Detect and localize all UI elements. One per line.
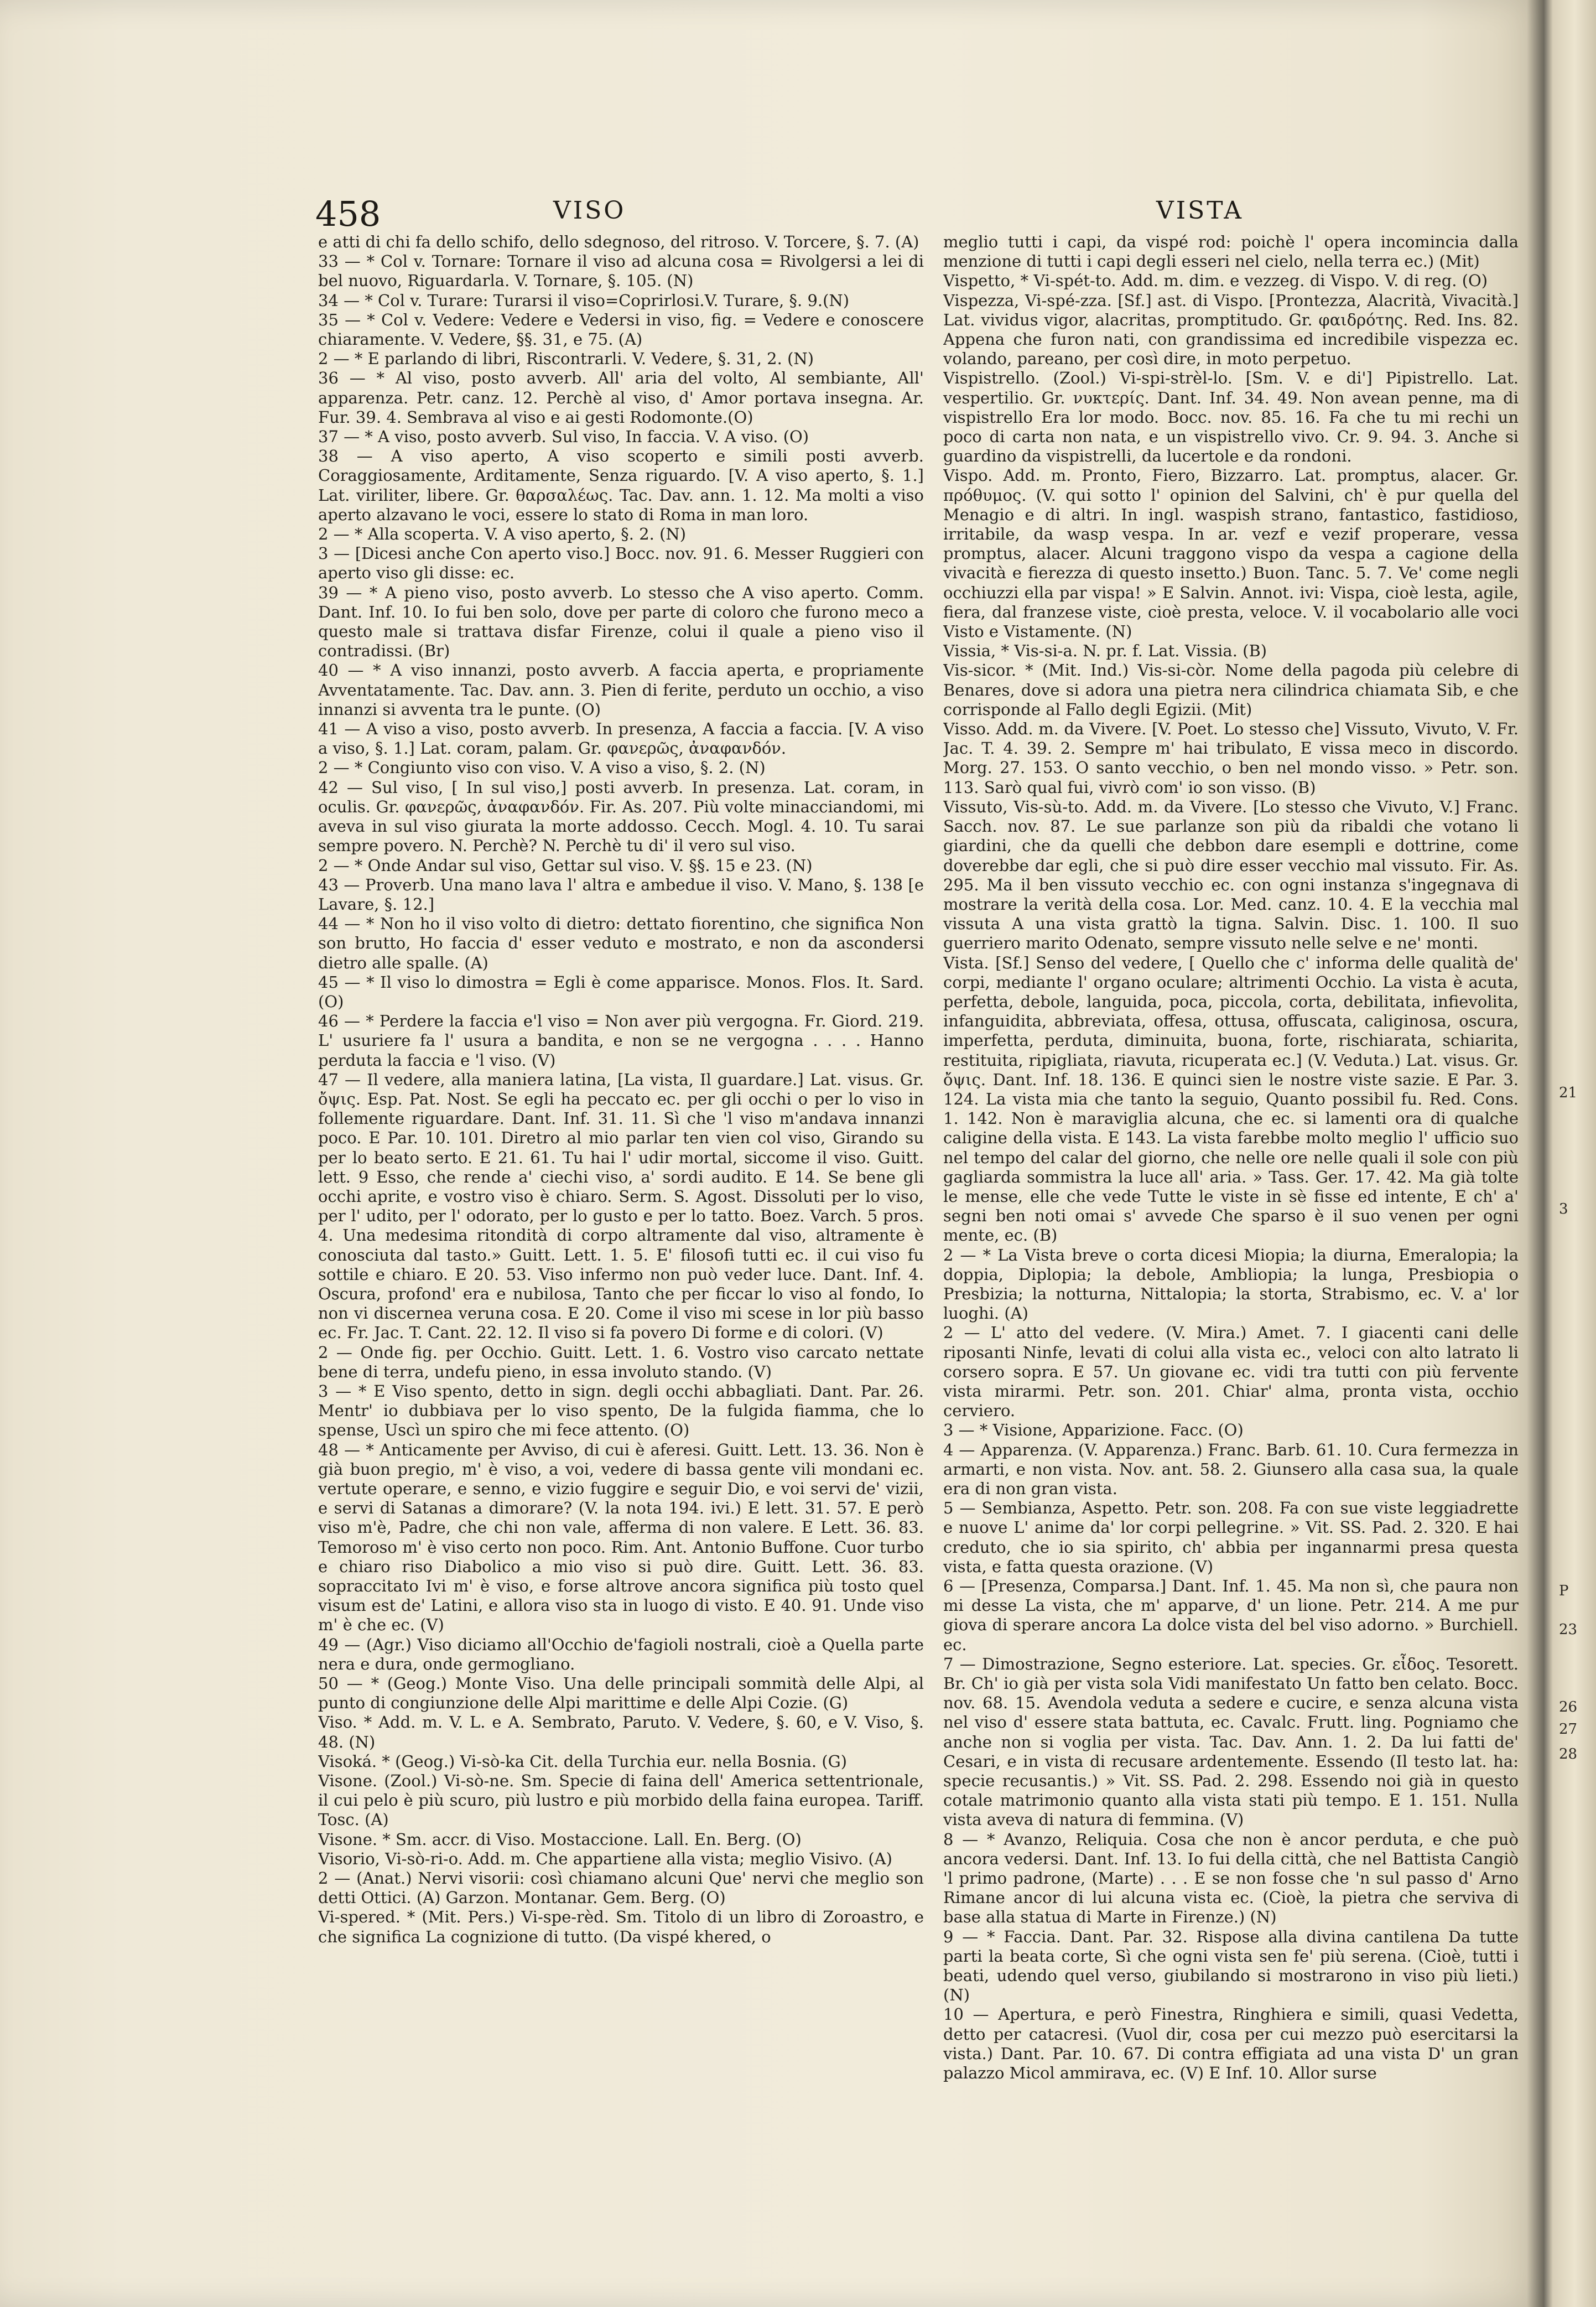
dictionary-entry: 50 — * (Geog.) Monte Viso. Una delle principali sommità delle Alpi, al punto di congiunzione delle Alpi marittime e delle Alpi Cozie. (G) xyxy=(318,1674,924,1713)
margin-fragment: 21 xyxy=(1559,1085,1578,1101)
dictionary-entry: Vissia, * Vis-si-a. N. pr. f. Lat. Vissia. (B) xyxy=(943,641,1267,661)
dictionary-entry: meglio tutti i capi, da vispé rod: poichè l' opera incomincia dalla menzione di tutti i capi degli esseri nel cielo, nella terra ec.) (Mit) xyxy=(943,232,1519,271)
dictionary-entry: 47 — Il vedere, alla maniera latina, [La vista, Il guardare.] Lat. visus. Gr. ὄψις. Esp. Pat. Nost. Se egli ha peccato ec. per gli occhi o per lo viso in follemente riguardare. Dant. Inf. 31. 11. Sì che 'l viso m'andava innanzi poco. E Par. 10. 101. Diretro al mio parlar ten vien col viso, Girando su per lo beato serto. E 21. 61. Tu hai l' udir mortal, siccome il viso. Guitt. lett. 9 Esso, che rende a' ciechi viso, a' sordi audito. E 14. Se bene gli occhi aprite, e vostro viso è chiaro. Serm. S. Agost. Dissoluti per lo viso, per l' udito, per l' odorato, per lo gusto e per lo tatto. Boez. Varch. 5 pros. 4. Una medesima ritondità di corpo altramente dal viso, altramente è conosciuta dal tasto.» Guitt. Lett. 1. 5. E' filosofi tutti ec. il cui viso fu sottile e chiaro. E 20. 53. Viso infermo non può veder luce. Dant. Inf. 4. Oscura, profond' era e nubilosa, Tanto che per ficcar lo viso al fondo, Io non vi discernea veruna cosa. E 20. Come il viso mi scese in lor più basso ec. Fr. Jac. T. Cant. 22. 12. Il viso si fa povero Di forme e di colori. (V) xyxy=(318,1070,924,1342)
margin-fragment: 23 xyxy=(1559,1621,1578,1638)
dictionary-entry: Vista. [Sf.] Senso del vedere, [ Quello che c' informa delle qualità de' corpi, mediante l' organo oculare; altrimenti Occhio. La vista è acuta, perfetta, debole, languida, poca, piccola, corta, debilitata, infievolita, infanguidita, abbreviata, offesa, ottusa, offuscata, caliginosa, oscura, imperfetta, perduta, diminuita, buona, forte, rischiarata, schiarita, restituita, ripigliata, riavuta, ricuperata ec.] (V. Veduta.) Lat. visus. Gr. ὄψις. Dant. Inf. 18. 136. E quinci sien le nostre viste sazie. E Par. 3. 124. La vista mia che tanto la seguio, Quanto possibil fu. Red. Cons. 1. 142. Non è maraviglia alcuna, che ec. si lamenti ora di qualche caligine della vista. E 143. La vista farebbe molto meglio l' ufficio suo nel tempo del calar del giorno, che nelle ore nelle quali il sole con più gagliarda sommistra la luce all' aria. » Tass. Ger. 17. 42. Ma già tolte le mense, elle che vede Tutte le viste in sè fisse ed intente, E ch' a' segni ben noti omai s' avvede Che sparso è il suo venen per ogni mente, ec. (B) xyxy=(943,953,1519,1245)
dictionary-entry: 49 — (Agr.) Viso diciamo all'Occhio de'fagioli nostrali, cioè a Quella parte nera e dura, onde germogliano. xyxy=(318,1635,924,1673)
margin-fragment: 26 xyxy=(1559,1699,1578,1715)
dictionary-entry: 36 — * Al viso, posto avverb. All' aria del volto, Al sembiante, All' apparenza. Petr. canz. 12. Perchè al viso, d' Amor portava insegna. Ar. Fur. 39. 4. Sembrava al viso e ai gesti Rodomonte.(O) xyxy=(318,369,924,427)
dictionary-entry: 37 — * A viso, posto avverb. Sul viso, In faccia. V. A viso. (O) xyxy=(318,427,809,447)
dictionary-entry: 35 — * Col v. Vedere: Vedere e Vedersi in viso, fig. = Vedere e conoscere chiaramente. V. Vedere, §§. 31, e 75. (A) xyxy=(318,310,924,349)
dictionary-entry: 8 — * Avanzo, Reliquia. Cosa che non è ancor perduta, e che può ancora vedersi. Dant. Inf. 13. Io fui della città, che nel Battista Cangiò 'l primo padrone, (Marte) . . . E se non fosse che 'n sul passo d' Arno Rimane ancor di lui alcuna vista ec. (Cioè, la pietra che serviva di base alla statua di Marte in Firenze.) (N) xyxy=(943,1829,1519,1927)
dictionary-entry: 41 — A viso a viso, posto avverb. In presenza, A faccia a faccia. [V. A viso a viso, §. 1.] Lat. coram, palam. Gr. φανερῶς, ἀναφανδόν. xyxy=(318,719,924,758)
dictionary-entry: 2 — * Alla scoperta. V. A viso aperto, §. 2. (N) xyxy=(318,525,687,544)
dictionary-entry: 2 — * Onde Andar sul viso, Gettar sul viso. V. §§. 15 e 23. (N) xyxy=(318,856,813,875)
dictionary-entry: 7 — Dimostrazione, Segno esteriore. Lat. species. Gr. εἶδος. Tesorett. Br. Ch' io già per vista sola Vidi manifestato Un fatto ben celato. Bocc. nov. 68. 15. Avendola veduta a sedere e cucire, e senza alcuna vista nel viso d' essere stata battuta, ec. Cavalc. Frutt. ling. Pogniamo che anche non si voglia per vista. Tac. Dav. Ann. 1. 2. Da lui fatti de' Cesari, e in vista di recusare ardentemente. Essendo (Il testo lat. ha: specie recusantis.) » Vit. SS. Pad. 2. 298. Essendo noi già in questo cotale matrimonio quanto alla vista stati più tempo. E 1. 151. Nulla vista aveva di natura di femmina. (V) xyxy=(943,1654,1519,1829)
header-right-word: VISTA xyxy=(1156,196,1244,225)
dictionary-entry: 38 — A viso aperto, A viso scoperto e simili posti avverb. Coraggiosamente, Arditamente, Senza riguardo. [V. A viso aperto, §. 1.] Lat. viriliter, libere. Gr. θαρσαλέως. Tac. Dav. ann. 1. 12. Ma molti a viso aperto alzavano le voci, essere lo stato di Roma in man loro. xyxy=(318,447,924,524)
dictionary-entry: Vispistrello. (Zool.) Vi-spi-strèl-lo. [Sm. V. e di'] Pipistrello. Lat. vespertilio. Gr. νυκτερίς. Dant. Inf. 34. 49. Non avean penne, ma di vispistrello Era lor modo. Bocc. nov. 85. 16. Fa che tu mi rechi un poco di carta non nata, e un vispistrello vivo. Cr. 9. 94. 3. Anche si guardino da vispistrelli, da lucertole e da rondoni. xyxy=(943,369,1519,466)
dictionary-entry: Visso. Add. m. da Vivere. [V. Poet. Lo stesso che] Vissuto, Vivuto, V. Fr. Jac. T. 4. 39. 2. Sempre m' hai tribulato, E vissa meco in discordo. Morg. 27. 153. O santo vecchio, o ben nel mondo visso. » Petr. son. 113. Sarò qual fui, vivrò com' io son visso. (B) xyxy=(943,719,1519,797)
dictionary-entry: e atti di chi fa dello schifo, dello sdegnoso, del ritroso. V. Torcere, §. 7. (A) xyxy=(318,232,919,251)
dictionary-entry: Vispetto, * Vi-spét-to. Add. m. dim. e vezzeg. di Vispo. V. di reg. (O) xyxy=(943,271,1488,291)
dictionary-entry: 2 — (Anat.) Nervi visorii: così chiamano alcuni Que' nervi che meglio son detti Ottici. (A) Garzon. Montanar. Gem. Berg. (O) xyxy=(318,1869,924,1907)
dictionary-entry: 48 — * Anticamente per Avviso, di cui è aferesi. Guitt. Lett. 13. 36. Non è già buon pregio, m' è viso, a voi, vedere di bassa gente vili mondani ec. vertute operare, e senno, e vizio fuggire e seguir Dio, e voi servi de' vizii, e servi di Satanas a dimorare? (V. la nota 194. ivi.) E lett. 31. 57. E però viso m'è, Padre, che chi non vale, afferma di non valere. E Lett. 36. 83. Temoroso m' è viso certo non poco. Rim. Ant. Antonio Buffone. Cuor turbo e chiaro riso Diabolico a mio viso si può dire. Guitt. Lett. 36. 83. sopraccitato Ivi m' è viso, e forse altrove ancora significa più tosto quel visum est de' Latini, e allora viso sta in luogo di visto. E 40. 91. Unde viso m' è che ec. (V) xyxy=(318,1440,924,1635)
dictionary-entry: 3 — * Visione, Apparizione. Facc. (O) xyxy=(943,1421,1244,1440)
dictionary-entry: Vi-spered. * (Mit. Pers.) Vi-spe-rèd. Sm. Titolo di un libro di Zoroastro, e che significa La cognizione di tutto. (Da vispé khered, o xyxy=(318,1907,924,1946)
dictionary-entry: 44 — * Non ho il viso volto di dietro: dettato fiorentino, che significa Non son brutto, Ho faccia d' esser veduto e mostrato, e non da ascondersi dietro alle spalle. (A) xyxy=(318,914,924,972)
dictionary-entry: 4 — Apparenza. (V. Apparenza.) Franc. Barb. 61. 10. Cura fermezza in armarti, e non vista. Nov. ant. 58. 2. Giunsero alla casa sua, la quale era di non gran vista. xyxy=(943,1440,1519,1498)
dictionary-entry: 45 — * Il viso lo dimostra = Egli è come apparisce. Monos. Flos. It. Sard. (O) xyxy=(318,972,924,1011)
dictionary-entry: 6 — [Presenza, Comparsa.] Dant. Inf. 1. 45. Ma non sì, che paura non mi desse La vista, che m' apparve, d' un lione. Petr. 214. A me pur giova di sperare ancora La dolce vista del bel viso adorno. » Burchiell. ec. xyxy=(943,1577,1519,1654)
right-column xyxy=(943,232,1519,2280)
dictionary-entry: 42 — Sul viso, [ In sul viso,] posti avverb. In presenza. Lat. coram, in oculis. Gr. φανερῶς, ἀναφανδόν. Fir. As. 207. Più volte minacciandomi, mi aveva in sul viso giurata la morte addosso. Cecch. Mogl. 4. 10. Tu sarai sempre povero. N. Perchè? N. Perchè tu di' il vero sul viso. xyxy=(318,777,924,856)
dictionary-entry: Visorio, Vi-sò-ri-o. Add. m. Che appartiene alla vista; meglio Visivo. (A) xyxy=(318,1849,892,1868)
dictionary-entry: 2 — Onde fig. per Occhio. Guitt. Lett. 1. 6. Vostro viso carcato nettate bene di terra, undefu pieno, in essa involuto stando. (V) xyxy=(318,1342,924,1381)
dictionary-entry: 40 — * A viso innanzi, posto avverb. A faccia aperta, e propriamente Avventatamente. Tac. Dav. ann. 3. Pien di ferite, perduto un occhio, a viso innanzi si avventa tra le punte. (O) xyxy=(318,661,924,719)
dictionary-entry: 3 — * E Viso spento, detto in sign. degli occhi abbagliati. Dant. Par. 26. Mentr' io dubbiava per lo viso spento, De la fulgida fiamma, che lo spense, Uscì un spiro che mi fece attento. (O) xyxy=(318,1381,924,1440)
dictionary-entry: 39 — * A pieno viso, posto avverb. Lo stesso che A viso aperto. Comm. Dant. Inf. 10. Io fui ben solo, dove per parte di coloro che furono meco a questo male si trattava disfar Firenze, colui il quale a pieno viso il contradissi. (Br) xyxy=(318,583,924,661)
dictionary-entry: Visoká. * (Geog.) Vi-sò-ka Cit. della Turchia eur. nella Bosnia. (G) xyxy=(318,1751,848,1771)
dictionary-entry: Vispezza, Vi-spé-zza. [Sf.] ast. di Vispo. [Prontezza, Alacrità, Vivacità.] Lat. vividus vigor, alacritas, promptitudo. Gr. φαιδρότης. Red. Ins. 82. Appena che furon nati, con grandissima ed incredibile vispezza ec. volando, pareano, per così dire, in moto perpetuo. xyxy=(943,291,1519,369)
dictionary-entry: 33 — * Col v. Tornare: Tornare il viso ad alcuna cosa = Rivolgersi a lei di bel nuovo, Riguardarla. V. Tornare, §. 105. (N) xyxy=(318,252,924,291)
dictionary-entry: 2 — * La Vista breve o corta dicesi Miopia; la diurna, Emeralopia; la doppia, Diplopia; la debole, Ambliopia; la lunga, Presbiopia o Presbizia; la notturna, Nittalopia; la storta, Strabismo, ec. V. a' lor luoghi. (A) xyxy=(943,1245,1519,1323)
dictionary-entry: Viso. * Add. m. V. L. e A. Sembrato, Paruto. V. Vedere, §. 60, e V. Viso, §. 48. (N) xyxy=(318,1713,924,1751)
dictionary-entry: Vispo. Add. m. Pronto, Fiero, Bizzarro. Lat. promptus, alacer. Gr. πρόθυμος. (V. qui sotto l' opinion del Salvini, ch' è pur quella del Menagio e di altri. In ingl. waspish strano, fantastico, fastidioso, irritabile, da wasp vespa. In ar. vezf e vezif properare, vessa promptus, alacer. Alcuni traggono vispo da vespa a cagione della vivacità e fierezza di questo insetto.) Buon. Tanc. 5. 7. Ve' come negli occhiuzzi ella par vispa! » E Salvin. Annot. ivi: Vispa, cioè lesta, agile, fiera, dal franzese viste, cioè presta, veloce. V. il vocabolario alle voci Visto e Vistamente. (N) xyxy=(943,466,1519,641)
dictionary-entry: 5 — Sembianza, Aspetto. Petr. son. 208. Fa con sue viste leggiadrette e nuove L' anime da' lor corpi pellegrine. » Vit. SS. Pad. 2. 320. E hai creduto, che io sia spirito, ch' abbia per ingannarmi presa questa vista, e fatta questa orazione. (V) xyxy=(943,1499,1519,1576)
dictionary-entry: 9 — * Faccia. Dant. Par. 32. Rispose alla divina cantilena Da tutte parti la beata corte, Sì che ogni vista sen fe' più serena. (Cioè, tutti i beati, udendo quel verso, giubilando si mostrarono in viso più lieti.) (N) xyxy=(943,1927,1519,2005)
dictionary-entry: Visone. (Zool.) Vi-sò-ne. Sm. Specie di faina dell' America settentrionale, il cui pelo è più scuro, più lustro e più morbido della faina europea. Tariff. Tosc. (A) xyxy=(318,1771,924,1829)
dictionary-entry: Vissuto, Vis-sù-to. Add. m. da Vivere. [Lo stesso che Vivuto, V.] Franc. Sacch. nov. 87. Le sue parlanze son più da ribaldi che votano li giardini, che da quelli che debbon dare esempli e dottrine, come doverebbe dar egli, che si può dire esser vecchio mal vissuto. Fir. As. 295. Ma il ben vissuto vecchio ec. con ogni instanza s'ingegnava di mostrare la verità della cosa. Lor. Med. canz. 10. 4. E la vecchia mal vissuta A una vista grattò la tigna. Salvin. Disc. 1. 100. Il suo guerriero marito Odenato, sempre vissuto nelle selve e ne' monti. xyxy=(943,797,1519,953)
header-left-word: VISO xyxy=(553,196,626,225)
dictionary-entry: 2 — * E parlando di libri, Riscontrarli. V. Vedere, §. 31, 2. (N) xyxy=(318,349,814,369)
dictionary-entry: 34 — * Col v. Turare: Turarsi il viso=Coprirlosi.V. Turare, §. 9.(N) xyxy=(318,291,850,310)
next-page-edge xyxy=(1543,0,1596,2307)
dictionary-entry: 43 — Proverb. Una mano lava l' altra e ambedue il viso. V. Mano, §. 138 [e Lavare, §. 12.] xyxy=(318,875,924,914)
dictionary-entry: 46 — * Perdere la faccia e'l viso = Non aver più vergogna. Fr. Giord. 219. L' usuriere fa l' usura a bandita, e non se ne vergogna . . . . Hanno perduta la faccia e 'l viso. (V) xyxy=(318,1012,924,1070)
page-number: 458 xyxy=(315,194,381,234)
left-column xyxy=(318,232,924,2280)
dictionary-entry: 2 — L' atto del vedere. (V. Mira.) Amet. 7. I giacenti cani delle riposanti Ninfe, levati di colui alla vista ec., veloci con alto latrato li corsero sopra. E 57. Un giovane ec. vidi tra tutti con più fervente vista mirarmi. Petr. son. 201. Chiar' alma, pronta vista, occhio cerviero. xyxy=(943,1323,1519,1421)
dictionary-entry: 2 — * Congiunto viso con viso. V. A viso a viso, §. 2. (N) xyxy=(318,758,766,777)
margin-fragment: P xyxy=(1559,1583,1569,1599)
dictionary-entry: 3 — [Dicesi anche Con aperto viso.] Bocc. nov. 91. 6. Messer Ruggieri con aperto viso gli disse: ec. xyxy=(318,544,924,583)
margin-fragment: 27 xyxy=(1559,1721,1578,1738)
dictionary-entry: 10 — Apertura, e però Finestra, Ringhiera e simili, quasi Vedetta, detto per catacresi. (Vuol dir, cosa per cui mezzo può esercitarsi la vista.) Dant. Par. 10. 67. Di contra effigiata ad una vista D' un gran palazzo Micol ammirava, ec. (V) E Inf. 10. Allor surse xyxy=(943,2005,1519,2083)
dictionary-entry: Vis-sicor. * (Mit. Ind.) Vis-si-còr. Nome della pagoda più celebre di Benares, dove si adora una pietra nera cilindrica chiamata Sib, e che corrisponde al Fallo degli Egizii. (Mit) xyxy=(943,661,1519,719)
margin-fragment: 28 xyxy=(1559,1746,1578,1762)
dictionary-entry: Visone. * Sm. accr. di Viso. Mostaccione. Lall. En. Berg. (O) xyxy=(318,1829,802,1849)
margin-fragment: 3 xyxy=(1559,1201,1568,1217)
